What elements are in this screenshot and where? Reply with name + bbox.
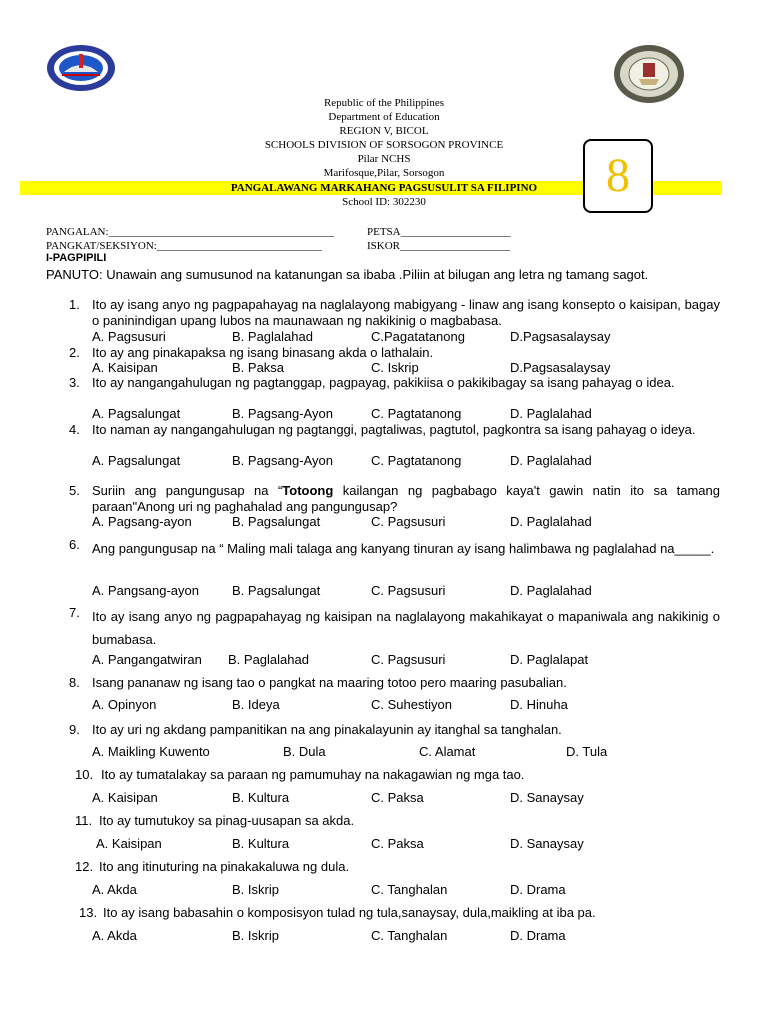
option-a[interactable]: A. Akda (92, 882, 137, 897)
question-number: 5. (69, 483, 80, 498)
section-title: I-PAGPIPILI (46, 252, 107, 264)
grade-number: 8 (606, 149, 630, 202)
option-c[interactable]: C.Pagatatanong (371, 329, 465, 344)
option-c[interactable]: C. Suhestiyon (371, 697, 452, 712)
option-d[interactable]: D. Paglalahad (510, 453, 592, 468)
option-b[interactable]: B. Paglalahad (228, 652, 309, 667)
question-text: Ito ay nangangahulugan ng pagtanggap, pagpayag, pakikiisa o pakikibagay sa isang pahayag o idea. (92, 375, 675, 390)
option-a[interactable]: A. Pangangatwiran (92, 652, 202, 667)
option-b[interactable]: B. Paglalahad (232, 329, 313, 344)
option-c[interactable]: C. Alamat (419, 744, 476, 759)
option-a[interactable]: A. Kaisipan (96, 836, 162, 851)
option-d[interactable]: D. Sanaysay (510, 836, 584, 851)
option-b[interactable]: B. Kultura (232, 836, 290, 851)
question-text: Ito ay ang pinakapaksa ng isang binasang akda o lathalain. (92, 345, 434, 360)
question-text: Isang pananaw ng isang tao o pangkat na maaring totoo pero maaring pasubalian. (92, 675, 567, 690)
date-field[interactable]: PETSA____________________ (367, 226, 511, 238)
school-id: School ID: 302230 (342, 196, 426, 208)
option-d[interactable]: D. Paglalapat (510, 652, 589, 667)
option-a[interactable]: A. Pagsalungat (92, 406, 181, 421)
option-a[interactable]: A. Maikling Kuwento (92, 744, 210, 759)
question-number: 8. (69, 675, 80, 690)
section-field[interactable]: PANGKAT/SEKSIYON:______________________________ (46, 240, 322, 252)
question-text: Ito ay isang babasahin o komposisyon tulad ng tula,sanaysay, dula,maikling at iba pa. (103, 905, 596, 920)
option-b[interactable]: B. Dula (283, 744, 326, 759)
question-number: 13. (79, 905, 98, 920)
option-d[interactable]: D. Drama (510, 928, 566, 943)
header-line-school: Pilar NCHS (357, 153, 411, 165)
option-a[interactable]: A. Pangsang-ayon (92, 583, 199, 598)
option-b[interactable]: B. Pagsalungat (232, 514, 321, 529)
question-text: Ang pangungusap na “ Maling mali talaga ang kanyang tinuran ay isang halimbawa ng paglalahad na_____. (92, 541, 715, 556)
option-c[interactable]: C. Pagsusuri (371, 514, 446, 529)
question-text: Ito ay isang anyo ng pagpapahayag na naglalayong mabigyang - linaw ang isang konsepto o kaisipan, bagay o paninindigan upang lubos na maunawaan ng nakikinig o magbabasa. (92, 297, 720, 328)
option-b[interactable]: B. Pagsalungat (232, 583, 321, 598)
option-b[interactable]: B. Iskrip (232, 882, 279, 897)
header-line-division: SCHOOLS DIVISION OF SORSOGON PROVINCE (264, 139, 504, 151)
option-d[interactable]: D. Paglalahad (510, 583, 592, 598)
option-c[interactable]: C. Pagtatanong (371, 453, 462, 468)
question-text-bold: Totoong (282, 483, 334, 498)
question-number: 4. (69, 422, 80, 437)
option-b[interactable]: B. Iskrip (232, 928, 279, 943)
option-d[interactable]: D. Hinuha (510, 697, 568, 712)
option-d[interactable]: D. Tula (566, 744, 608, 759)
question-text (92, 483, 720, 515)
exam-title: PANGALAWANG MARKAHANG PAGSUSULIT SA FILIPINO (230, 182, 538, 194)
instructions: PANUTO: Unawain ang sumusunod na katanungan sa ibaba .Piliin at bilugan ang letra ng tamang sagot. (46, 267, 649, 282)
question-text: Ito naman ay nangangahulugan ng pagtanggi, pagtaliwas, pagtutol, pagkontra sa isang pahayag o ideya. (92, 422, 696, 437)
option-b[interactable]: B. Kultura (232, 790, 290, 805)
option-d[interactable]: D. Paglalahad (510, 406, 592, 421)
header-line-department: Department of Education (328, 111, 440, 123)
question-number: 3. (69, 375, 80, 390)
option-c[interactable]: C. Pagsusuri (371, 652, 446, 667)
option-b[interactable]: B. Pagsang-Ayon (232, 406, 333, 421)
option-a[interactable]: A. Pagsalungat (92, 453, 181, 468)
option-a[interactable]: A. Kaisipan (92, 790, 158, 805)
header-line-republic: Republic of the Philippines (323, 97, 445, 109)
question-text-pre: Suriin ang pangungusap na “ (92, 483, 283, 498)
header-line-address: Marifosque,Pilar, Sorsogon (323, 167, 445, 179)
question-number: 10. (75, 767, 94, 782)
option-b[interactable]: B. Pagsang-Ayon (232, 453, 333, 468)
question-number: 7. (69, 605, 80, 620)
option-c[interactable]: C. Pagsusuri (371, 583, 446, 598)
header-line-region: REGION V, BICOL (339, 125, 429, 137)
question-number: 12. (75, 859, 94, 874)
question-text: Ito ay uri ng akdang pampanitikan na ang pinakalayunin ay itanghal sa tanghalan. (92, 722, 562, 737)
option-c[interactable]: C. Tanghalan (371, 882, 448, 897)
deped-logo (46, 44, 116, 92)
question-number: 11. (75, 813, 93, 828)
option-c[interactable]: C. Tanghalan (371, 928, 448, 943)
option-c[interactable]: C. Iskrip (371, 360, 419, 375)
option-a[interactable]: A. Kaisipan (92, 360, 158, 375)
option-a[interactable]: A. Opinyon (92, 697, 157, 712)
question-text: Ito ay tumatalakay sa paraan ng pamumuhay na nakagawian ng mga tao. (101, 767, 525, 782)
question-text-post: kailangan ng pagbabago kaya't gawin natin ito sa tamang paraan"Anong uri ng paghahalad ang pangungusap? (92, 483, 720, 514)
option-b[interactable]: B. Paksa (232, 360, 285, 375)
name-field[interactable]: PANGALAN:_________________________________________ (46, 226, 335, 238)
question-number: 6. (69, 537, 80, 552)
option-d[interactable]: D. Paglalahad (510, 514, 592, 529)
score-field[interactable]: ISKOR____________________ (367, 240, 511, 252)
option-b[interactable]: B. Ideya (232, 697, 280, 712)
question-text: Ito ay isang anyo ng pagpapahayag ng kaisipan na naglalayong makahikayat o mapaniwala ang nakikinig o bumabasa. (92, 609, 720, 647)
grade-box (583, 139, 653, 213)
question-number: 9. (69, 722, 80, 737)
option-d[interactable]: D. Sanaysay (510, 790, 584, 805)
option-c[interactable]: C. Pagtatanong (371, 406, 462, 421)
option-a[interactable]: A. Akda (92, 928, 137, 943)
option-c[interactable]: C. Paksa (371, 790, 424, 805)
question-text: Ito ang itinuturing na pinakakaluwa ng dula. (99, 859, 350, 874)
question-number: 1. (69, 297, 80, 312)
option-a[interactable]: A. Pagsang-ayon (92, 514, 192, 529)
option-d[interactable]: D.Pagsasalaysay (510, 329, 611, 344)
option-a[interactable]: A. Pagsusuri (92, 329, 166, 344)
option-d[interactable]: D. Drama (510, 882, 566, 897)
option-d[interactable]: D.Pagsasalaysay (510, 360, 611, 375)
question-number: 2. (69, 345, 80, 360)
question-text: Ito ay tumutukoy sa pinag-uusapan sa akda. (99, 813, 355, 828)
option-c[interactable]: C. Paksa (371, 836, 424, 851)
